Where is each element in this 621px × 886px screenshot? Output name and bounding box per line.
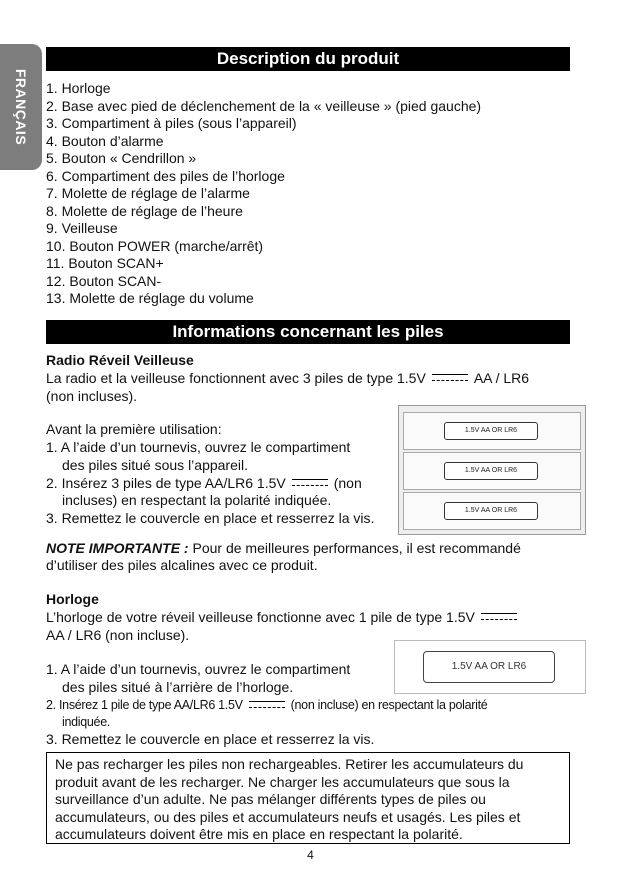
warning-box	[46, 752, 570, 844]
list-item: 3. Compartiment à piles (sous l’appareil)	[46, 115, 297, 131]
clock-step-1: 1. A l’aide d’un tournevis, ouvrez le compartiment	[46, 661, 351, 677]
list-item: 9. Veilleuse	[46, 220, 118, 236]
clock-battery-illustration	[394, 640, 586, 694]
warning-line: surveillance d’un adulte. Ne pas mélanger différents types de piles ou	[55, 791, 486, 808]
warning-line: Ne pas recharger les piles non rechargeables. Retirer les accumulateurs du	[55, 756, 524, 772]
language-tab-label: FRANÇAIS	[13, 68, 29, 146]
list-item: 5. Bouton « Cendrillon »	[46, 150, 197, 166]
list-item: 7. Molette de réglage de l’alarme	[46, 185, 250, 201]
clock-intro	[46, 609, 523, 627]
list-item: 12. Bouton SCAN-	[46, 272, 162, 289]
clock-step-2-text: 2. Insérez 1 pile de type AA/LR6 1.5V	[46, 698, 243, 712]
dc-symbol-icon	[292, 479, 328, 489]
battery-icon: 1.5V AA OR LR6	[444, 502, 538, 520]
radio-intro	[46, 370, 529, 388]
section-title-description: Description du produit	[46, 47, 570, 71]
battery-slot	[403, 492, 581, 530]
radio-intro-text: La radio et la veilleuse fonctionnent avec 3 piles de type 1.5V	[46, 370, 426, 386]
list-item: 6. Compartiment des piles de l’horloge	[46, 167, 285, 184]
language-tab	[0, 44, 42, 170]
list-item: 4. Bouton d’alarme	[46, 132, 164, 149]
radio-step-1: 1. A l’aide d’un tournevis, ouvrez le compartiment	[46, 439, 351, 455]
clock-step-3: 3. Remettez le couvercle en place et resserrez la vis.	[46, 731, 375, 747]
list-item: 13. Molette de réglage du volume	[46, 290, 254, 306]
dc-symbol-icon	[432, 374, 468, 384]
battery-icon: 1.5V AA OR LR6	[444, 422, 538, 440]
radio-step-2-cont: incluses) en respectant la polarité indiquée.	[62, 492, 332, 508]
clock-step-1-cont: des piles situé à l’arrière de l’horloge.	[62, 679, 294, 695]
battery-icon: 1.5V AA OR LR6	[444, 462, 538, 480]
clock-step-2-cont: indiquée.	[62, 715, 111, 729]
radio-step-2	[46, 475, 362, 493]
note-importante	[46, 540, 521, 558]
list-item: 2. Base avec pied de déclenchement de la « veilleuse » (pied gauche)	[46, 97, 482, 114]
clock-step-2-note: (non incluse) en respectant la polarité	[290, 698, 488, 712]
note-text: Pour de meilleures performances, il est recommandé	[192, 540, 521, 556]
clock-step-2	[46, 697, 487, 715]
radio-intro-end: (non incluses).	[46, 388, 138, 404]
radio-step-2-text: 2. Insérez 3 piles de type AA/LR6 1.5V	[46, 475, 286, 491]
clock-intro-text: L’horloge de votre réveil veilleuse fonctionne avec 1 pile de type 1.5V	[46, 609, 475, 625]
warning-line: accumulateurs, ou des piles et accumulateurs neufs et usagés. Les piles et	[55, 808, 521, 825]
battery-compartment-illustration	[398, 405, 586, 535]
radio-step-1-cont: des piles situé sous l’appareil.	[62, 457, 248, 473]
note-text-cont: d’utiliser des piles alcalines avec ce produit.	[46, 557, 318, 573]
radio-intro-type: AA / LR6	[473, 370, 530, 386]
before-use: Avant la première utilisation:	[46, 421, 222, 437]
dc-symbol-icon	[249, 701, 285, 711]
list-item: 10. Bouton POWER (marche/arrêt)	[46, 237, 264, 254]
note-label: NOTE IMPORTANTE :	[46, 540, 189, 556]
dc-symbol-icon	[481, 613, 517, 623]
list-item: 1. Horloge	[46, 80, 111, 96]
radio-step-3: 3. Remettez le couvercle en place et resserrez la vis.	[46, 510, 375, 526]
warning-line: produit avant de les recharger. Ne charger les accumulateurs que sous la	[55, 773, 510, 790]
battery-icon: 1.5V AA OR LR6	[423, 651, 555, 683]
list-item: 11. Bouton SCAN+	[46, 255, 164, 271]
clock-heading: Horloge	[46, 591, 99, 607]
warning-line: accumulateurs doivent être mis en place en respectant la polarité.	[55, 826, 463, 843]
clock-intro-end: AA / LR6 (non incluse).	[46, 627, 190, 643]
battery-slot	[403, 412, 581, 450]
radio-heading: Radio Réveil Veilleuse	[46, 352, 194, 368]
page-number: 4	[307, 848, 314, 862]
section-title-batteries: Informations concernant les piles	[46, 320, 570, 344]
radio-step-2-note: (non	[333, 475, 362, 491]
list-item: 8. Molette de réglage de l’heure	[46, 202, 243, 219]
battery-slot	[403, 452, 581, 490]
